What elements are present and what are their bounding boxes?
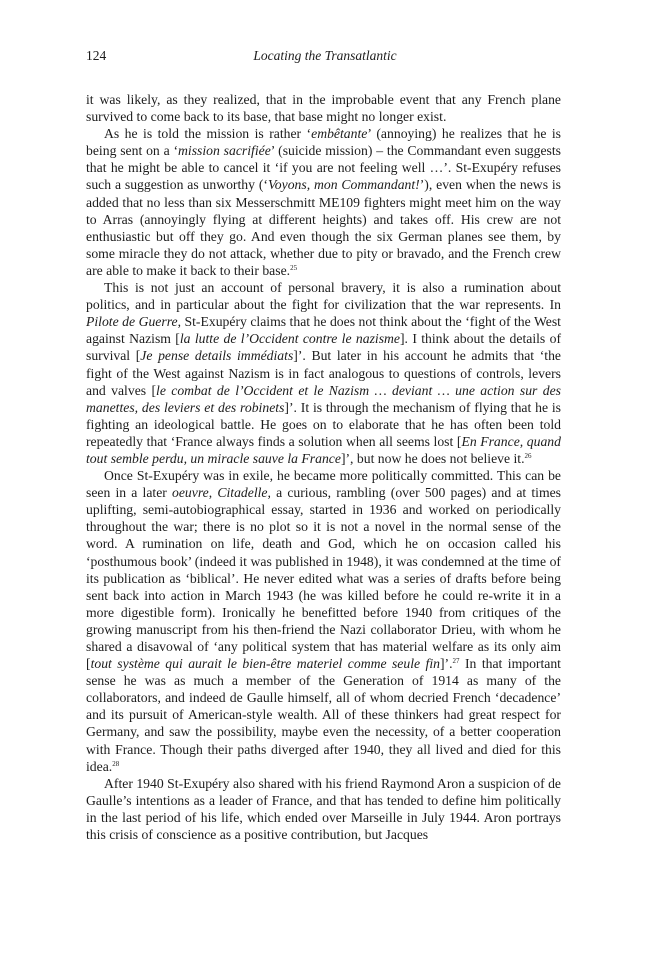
text-run: ’ (annoying) he realizes that he is being sent on a ‘ xyxy=(86,126,561,159)
text-run: ]’, but now he does not believe it. xyxy=(340,450,525,466)
italic-text: mission sacrifiée xyxy=(178,143,271,159)
page-number: 124 xyxy=(86,48,107,63)
italic-text: tout système qui aurait le bien-être materiel comme seule fin xyxy=(90,656,440,672)
text-run: ]’. xyxy=(440,656,453,672)
text-run: it was likely, as they realized, that in the improbable event that any French plane survived to come back to its base, that base might no longer exist. xyxy=(86,92,561,125)
italic-text: En France, quand tout semble perdu, un miracle sauve la France xyxy=(86,433,561,466)
footnote-ref: 27 xyxy=(452,657,460,666)
footnote-ref: 25 xyxy=(290,263,298,272)
text-run: a curious, rambling (over 500 pages) and at times uplifting, semi-autobiographical essay, started in 1936 and worked on periodically throughout the war; there is no plot so it is not a novel in the normal sense of the word. A rumination on life, death and God, which he on occasion called his ‘posthumous book’ (indeed it was published in 1948), it was condemned at the time of its publication as ‘biblical’. He never edited what was a series of drafts before being sent back into action in March 1943 (he was killed before he could re-write it in a more digestible form). Ironically he benefitted before 1940 from critiques of the growing manuscript from his then-friend the Nazi collaborator Drieu, with whom he shared a disavowal of ‘any political system that has material welfare as its only aim [ xyxy=(86,485,562,672)
italic-text: Citadelle, xyxy=(217,485,271,501)
footnote-ref: 26 xyxy=(524,451,532,460)
text-run: ’ (suicide mission) – the Commandant even suggests that he might be able to cancel it ‘if you are not feeling well …’. St-Exupéry refuses such a suggestion as unworthy (‘ xyxy=(86,143,562,193)
text-run: , St-Exupéry claims that he does not think about the ‘fight of the West against Nazism [ xyxy=(86,314,561,347)
paragraph xyxy=(86,91,561,125)
footnote-ref: 28 xyxy=(112,759,120,768)
italic-text: Je pense details immédiats xyxy=(140,348,294,364)
text-run: After 1940 St-Exupéry also shared with his friend Raymond Aron a suspicion of de Gaulle’s intentions as a leader of France, and that has tended to define him politically in the last period of his life, which ended over Marseille in July 1944. Aron portrays this crisis of conscience as a positive contribution, but Jacques xyxy=(86,775,561,843)
paragraph xyxy=(86,279,561,467)
running-title: Locating the Transatlantic xyxy=(253,48,397,63)
text-run: ]’. It is through the mechanism of flying that he is fighting an ideological battle. He goes on to elaborate that he has often been told repeatedly that ‘France always finds a solution when all seems lost [ xyxy=(86,399,561,449)
body-text xyxy=(86,91,561,843)
text-run: ]’. But later in his account he admits that ‘the fight of the West against Nazism is in fact analogous to questions of controls, levers and valves [ xyxy=(86,348,561,398)
paragraph xyxy=(86,467,561,775)
italic-text: Pilote de Guerre xyxy=(86,314,178,330)
page-header xyxy=(86,48,564,68)
text-run: ]. I think about the details of survival [ xyxy=(86,331,561,364)
italic-text: embêtante xyxy=(311,126,368,142)
italic-text: Voyons, mon Commandant! xyxy=(267,177,420,193)
text-run: Once St-Exupéry was in exile, he became more politically committed. This can be seen in a later xyxy=(86,468,561,501)
italic-text: la lutte de l’Occident contre le nazisme xyxy=(179,331,400,347)
text-run: , xyxy=(208,485,218,501)
paragraph xyxy=(86,125,561,279)
italic-text: le combat de l’Occident et le Nazism … deviant … une action sur des manettes, des leviers et des robinets xyxy=(86,382,561,415)
italic-text: oeuvre xyxy=(172,485,209,501)
text-run: This is not just an account of personal bravery, it is also a rumination about politics, and in particular about the fight for civilization that the war represents. In xyxy=(86,280,561,313)
text-run: As he is told the mission is rather ‘ xyxy=(104,126,312,142)
text-run: In that important sense he was as much a member of the Generation of 1914 as many of the collaborators, and indeed de Gaulle himself, all of whom decried French ‘decadence’ and its pursuit of American-style wealth. All of these thinkers had great respect for Germany, and saw the possibility, maybe even the necessity, of a better cooperation with France. Though their paths diverged after 1940, they all lived and died for this idea. xyxy=(86,656,561,774)
text-run: ’), even when the news is added that no less than six Messerschmitt ME109 fighters might meet him on the way to Arras (annoyingly flying at different heights) and takes off. His crew are not enthusiastic but off they go. And even though the six German planes see them, by some miracle they do not attack, whether due to pity or bravado, and the French crew are able to make it back to their base. xyxy=(86,177,561,278)
paragraph xyxy=(86,775,561,843)
